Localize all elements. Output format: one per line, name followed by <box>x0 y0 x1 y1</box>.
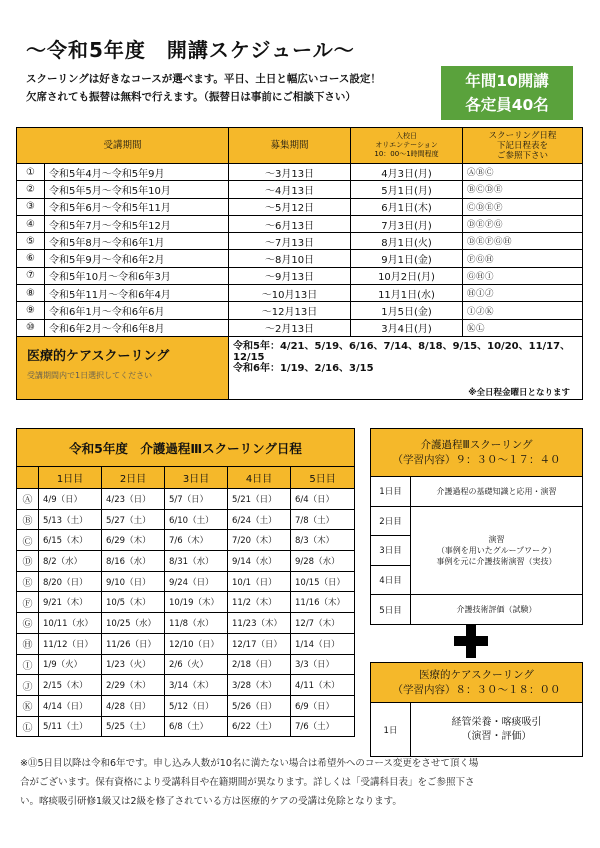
row-number: ⑧ <box>17 285 45 302</box>
row-number: ⑥ <box>17 250 45 267</box>
row-schooling-days: ⒸⒹⒺⒻ <box>463 198 583 215</box>
content-mid-line-3: 事例を元に介護技術演習（実技） <box>436 556 557 566</box>
course3-content-title: 介護過程Ⅲスクーリング <box>420 438 533 451</box>
course3-date-cell: 11/8（水） <box>165 613 228 634</box>
course3-schedule-table <box>16 428 355 737</box>
course3-date-cell: 5/21（日） <box>228 489 291 510</box>
schedule-row <box>17 198 583 215</box>
row-recruit: ～2月13日 <box>229 319 351 336</box>
header-orientation-line-1: 入校日 <box>396 132 418 140</box>
course3-date-cell: 9/10（日） <box>102 571 165 592</box>
medical-text-line-2: （演習・評価） <box>461 730 532 742</box>
row-schooling-days: ⒹⒺⒻⒼⒽ <box>463 233 583 250</box>
course3-date-cell: 7/20（木） <box>228 530 291 551</box>
course3-row-label: Ⓑ <box>17 509 39 530</box>
course3-date-cell: 4/23（日） <box>102 489 165 510</box>
schedule-row <box>17 215 583 232</box>
course3-date-cell: 1/9（火） <box>39 654 102 675</box>
row-schooling-days: ⒹⒺⒻⒼ <box>463 215 583 232</box>
content-mid-text <box>411 506 583 595</box>
row-period: 令和5年4月～令和5年9月 <box>45 164 229 181</box>
content-day1-text: 介護過程の基礎知識と応用・演習 <box>411 477 583 507</box>
course3-date-cell: 5/12（日） <box>165 695 228 716</box>
schedule-row <box>17 250 583 267</box>
course3-row <box>17 613 355 634</box>
course3-date-cell: 6/15（木） <box>39 530 102 551</box>
row-recruit: ～9月13日 <box>229 267 351 284</box>
course3-row <box>17 551 355 572</box>
content-day2-row <box>371 506 583 536</box>
course3-date-cell: 7/6（木） <box>165 530 228 551</box>
course3-row-label: Ⓙ <box>17 675 39 696</box>
course3-date-cell: 12/10（日） <box>165 633 228 654</box>
row-entry-date: 1月5日(金) <box>351 302 463 319</box>
row-schooling-days: ⓀⓁ <box>463 319 583 336</box>
row-recruit: ～12月13日 <box>229 302 351 319</box>
course3-row-label: Ⓚ <box>17 695 39 716</box>
schedule-row <box>17 233 583 250</box>
course3-row-label: Ⓕ <box>17 592 39 613</box>
row-recruit: ～8月10日 <box>229 250 351 267</box>
course3-date-cell: 9/14（水） <box>228 551 291 572</box>
row-number: ⑩ <box>17 319 45 336</box>
course3-date-cell: 3/14（木） <box>165 675 228 696</box>
course3-date-cell: 10/15（日） <box>291 571 355 592</box>
medical-care-cell <box>17 336 229 399</box>
page-title: ～令和5年度 開講スケジュール～ <box>26 38 355 62</box>
medical-content-title-cell <box>371 663 583 703</box>
course3-day-5: 5日目 <box>291 467 355 489</box>
course3-title: 令和5年度 介護過程Ⅲスクーリング日程 <box>17 429 355 467</box>
medical-care-dates <box>229 336 583 399</box>
capacity-badge <box>441 66 573 120</box>
medical-text-line-1: 経管栄養・喀痰吸引 <box>451 716 542 728</box>
course3-date-cell: 9/21（木） <box>39 592 102 613</box>
medical-content-subtitle: （学習内容）８：３０～１８：００ <box>392 683 561 696</box>
course3-date-cell: 9/28（水） <box>291 551 355 572</box>
row-schooling-days: ⒷⒸⒹⒺ <box>463 181 583 198</box>
footnote-line-3: い。喀痰吸引研修1級又は2級を修了されている方は医療的ケアの受講は免除となります。 <box>20 796 402 807</box>
course3-row <box>17 509 355 530</box>
row-entry-date: 11月1日(水) <box>351 285 463 302</box>
medical-content-table <box>370 662 583 757</box>
course3-row-label: Ⓔ <box>17 571 39 592</box>
course3-content-subtitle: （学習内容）９：３０～１７：４０ <box>392 453 561 466</box>
course3-date-cell: 7/6（土） <box>291 716 355 737</box>
row-period: 令和6年2月～令和6年8月 <box>45 319 229 336</box>
course3-date-cell: 2/6（火） <box>165 654 228 675</box>
course3-row <box>17 675 355 696</box>
course3-date-cell: 1/14（日） <box>291 633 355 654</box>
course3-date-cell: 2/29（木） <box>102 675 165 696</box>
row-entry-date: 9月1日(金) <box>351 250 463 267</box>
content-day2-label: 2日目 <box>371 506 411 536</box>
row-period: 令和6年1月～令和6年6月 <box>45 302 229 319</box>
course3-date-cell: 10/11（水） <box>39 613 102 634</box>
row-entry-date: 8月1日(火) <box>351 233 463 250</box>
course3-content-header <box>371 429 583 477</box>
course3-date-cell: 5/11（土） <box>39 716 102 737</box>
badge-line-1: 年間10開講 <box>465 72 549 90</box>
course3-date-cell: 4/14（日） <box>39 695 102 716</box>
course3-row-label: Ⓒ <box>17 530 39 551</box>
intro-line-1: スクーリングは好きなコースが選べます。平日、土日と幅広いコース設定！ <box>26 73 381 85</box>
course3-title-row <box>17 429 355 467</box>
course3-date-cell: 6/24（土） <box>228 509 291 530</box>
medical-dates-r6: 令和6年：1/19、2/16、3/15 <box>233 362 374 374</box>
course3-date-cell: 12/7（木） <box>291 613 355 634</box>
schedule-row <box>17 319 583 336</box>
course3-day-header-row <box>17 467 355 489</box>
course3-date-cell: 11/2（木） <box>228 592 291 613</box>
course3-date-cell: 4/28（日） <box>102 695 165 716</box>
course3-date-cell: 2/18（日） <box>228 654 291 675</box>
course3-content-table <box>370 428 583 625</box>
course3-date-cell: 8/2（水） <box>39 551 102 572</box>
course3-row <box>17 592 355 613</box>
badge-line-2: 各定員40名 <box>465 96 549 114</box>
content-day5-label: 5日目 <box>371 595 411 625</box>
medical-content-text <box>411 703 583 757</box>
course3-date-cell: 5/27（土） <box>102 509 165 530</box>
course3-day-4: 4日目 <box>228 467 291 489</box>
row-entry-date: 5月1日(月) <box>351 181 463 198</box>
row-period: 令和5年8月～令和6年1月 <box>45 233 229 250</box>
row-number: ⑨ <box>17 302 45 319</box>
header-orientation <box>351 128 463 164</box>
content-day1-label: 1日目 <box>371 477 411 507</box>
course3-date-cell: 8/16（水） <box>102 551 165 572</box>
row-entry-date: 7月3日(月) <box>351 215 463 232</box>
schedule-row <box>17 285 583 302</box>
row-recruit: ～10月13日 <box>229 285 351 302</box>
course3-date-cell: 6/22（土） <box>228 716 291 737</box>
course3-date-cell: 7/8（土） <box>291 509 355 530</box>
course3-date-cell: 8/3（木） <box>291 530 355 551</box>
schedule-row <box>17 164 583 181</box>
row-period: 令和5年10月～令和6年3月 <box>45 267 229 284</box>
course3-row-label: Ⓗ <box>17 633 39 654</box>
row-schooling-days: ⒾⒿⓀ <box>463 302 583 319</box>
course3-day-3: 3日目 <box>165 467 228 489</box>
course3-date-cell: 5/7（日） <box>165 489 228 510</box>
header-orientation-line-3: 10：00～1時間程度 <box>374 150 439 158</box>
content-day5-row <box>371 595 583 625</box>
course3-row <box>17 530 355 551</box>
intro-text <box>26 70 381 106</box>
course3-row <box>17 716 355 737</box>
course3-row <box>17 695 355 716</box>
course3-date-cell: 11/26（日） <box>102 633 165 654</box>
footnote-line-2: 合がございます。保有資格により受講科目や在籍期間が異なります。詳しくは「受講科目表」をご参照下さ <box>20 777 475 788</box>
row-number: ② <box>17 181 45 198</box>
course3-date-cell: 1/23（火） <box>102 654 165 675</box>
course3-date-cell: 11/16（木） <box>291 592 355 613</box>
medical-care-title: 医療的ケアスクーリング <box>27 348 170 364</box>
course3-date-cell: 8/20（日） <box>39 571 102 592</box>
content-day1-row <box>371 477 583 507</box>
course3-date-cell: 3/28（木） <box>228 675 291 696</box>
course3-date-cell: 11/23（木） <box>228 613 291 634</box>
course3-date-cell: 4/11（木） <box>291 675 355 696</box>
course3-row <box>17 571 355 592</box>
row-period: 令和5年7月～令和5年12月 <box>45 215 229 232</box>
row-period: 令和5年9月～令和6年2月 <box>45 250 229 267</box>
course3-row-label: Ⓖ <box>17 613 39 634</box>
course3-row-label: Ⓛ <box>17 716 39 737</box>
row-entry-date: 3月4日(月) <box>351 319 463 336</box>
row-number: ① <box>17 164 45 181</box>
course3-date-cell: 6/9（日） <box>291 695 355 716</box>
course3-date-cell: 2/15（木） <box>39 675 102 696</box>
row-number: ④ <box>17 215 45 232</box>
row-entry-date: 10月2日(月) <box>351 267 463 284</box>
course3-day-1: 1日目 <box>39 467 102 489</box>
intro-line-2: 欠席されても振替は無料で行えます。（振替日は事前にご相談下さい） <box>26 91 356 103</box>
row-schooling-days: ⒼⒽⒾ <box>463 267 583 284</box>
course3-date-cell: 3/3（日） <box>291 654 355 675</box>
row-recruit: ～7月13日 <box>229 233 351 250</box>
course3-date-cell: 6/4（日） <box>291 489 355 510</box>
course3-date-cell: 10/5（木） <box>102 592 165 613</box>
course3-date-cell: 10/19（木） <box>165 592 228 613</box>
course3-date-cell: 10/1（日） <box>228 571 291 592</box>
content-mid-line-2: （事例を用いたグループワーク） <box>436 545 557 555</box>
plus-icon <box>454 624 488 658</box>
row-recruit: ～4月13日 <box>229 181 351 198</box>
row-period: 令和5年6月～令和5年11月 <box>45 198 229 215</box>
header-schooling-line-1: スクーリング日程 <box>488 130 557 141</box>
row-number: ⑤ <box>17 233 45 250</box>
course3-content-title-cell <box>371 429 583 477</box>
content-mid-line-1: 演習 <box>488 534 505 544</box>
header-orientation-line-2: オリエンテーション <box>375 141 438 149</box>
schedule-row <box>17 267 583 284</box>
course3-date-cell: 8/31（水） <box>165 551 228 572</box>
course3-date-cell: 6/29（木） <box>102 530 165 551</box>
medical-dates-r5: 令和5年：4/21、5/19、6/16、7/14、8/18、9/15、10/20、11/17、12/15 <box>233 340 571 363</box>
row-recruit: ～6月13日 <box>229 215 351 232</box>
footnote-line-1: ※⑪5日目以降は令和6年です。申し込み人数が10名に満たない場合は希望外へのコース変更をさせて頂く場 <box>20 758 479 769</box>
course-schedule-table <box>16 127 583 400</box>
course3-date-cell: 6/8（土） <box>165 716 228 737</box>
medical-content-row <box>371 703 583 757</box>
content-day5-text: 介護技術評価（試験） <box>411 595 583 625</box>
footnote <box>20 754 586 811</box>
medical-content-title: 医療的ケアスクーリング <box>419 668 534 681</box>
row-entry-date: 6月1日(木) <box>351 198 463 215</box>
schedule-row <box>17 302 583 319</box>
medical-care-note: ※全日程金曜日となります <box>468 387 571 398</box>
header-period: 受講期間 <box>17 128 229 164</box>
course3-row-label: Ⓓ <box>17 551 39 572</box>
row-recruit: ～5月12日 <box>229 198 351 215</box>
row-period: 令和5年5月～令和5年10月 <box>45 181 229 198</box>
row-number: ③ <box>17 198 45 215</box>
header-recruit: 募集期間 <box>229 128 351 164</box>
row-period: 令和5年11月～令和6年4月 <box>45 285 229 302</box>
course3-date-cell: 11/12（日） <box>39 633 102 654</box>
course3-date-cell: 5/26（日） <box>228 695 291 716</box>
row-schooling-days: ⒻⒼⒽ <box>463 250 583 267</box>
row-schooling-days: ⒶⒷⒸ <box>463 164 583 181</box>
course3-corner <box>17 467 39 489</box>
course3-date-cell: 12/17（日） <box>228 633 291 654</box>
course3-date-cell: 10/25（水） <box>102 613 165 634</box>
header-schooling-line-3: ご参照下さい <box>497 150 549 161</box>
course3-date-cell: 5/13（土） <box>39 509 102 530</box>
course3-date-cell: 9/24（日） <box>165 571 228 592</box>
row-schooling-days: ⒽⒾⒿ <box>463 285 583 302</box>
content-day3-label: 3日目 <box>371 536 411 566</box>
course3-row-label: Ⓐ <box>17 489 39 510</box>
course3-row <box>17 489 355 510</box>
medical-content-header <box>371 663 583 703</box>
row-recruit: ～3月13日 <box>229 164 351 181</box>
medical-day-label: 1日 <box>371 703 411 757</box>
schedule-row <box>17 181 583 198</box>
medical-care-subtitle: 受講期間内で1日選択してください <box>27 370 153 380</box>
course3-date-cell: 4/9（日） <box>39 489 102 510</box>
course3-row-label: Ⓘ <box>17 654 39 675</box>
medical-care-row <box>17 336 583 399</box>
course3-date-cell: 5/25（土） <box>102 716 165 737</box>
row-number: ⑦ <box>17 267 45 284</box>
header-schooling <box>463 128 583 164</box>
schedule-header-row <box>17 128 583 164</box>
course3-row <box>17 654 355 675</box>
course3-day-2: 2日目 <box>102 467 165 489</box>
course3-row <box>17 633 355 654</box>
header-schooling-line-2: 下記日程表を <box>497 140 549 151</box>
course3-date-cell: 6/10（土） <box>165 509 228 530</box>
row-entry-date: 4月3日(月) <box>351 164 463 181</box>
content-day4-label: 4日目 <box>371 565 411 595</box>
